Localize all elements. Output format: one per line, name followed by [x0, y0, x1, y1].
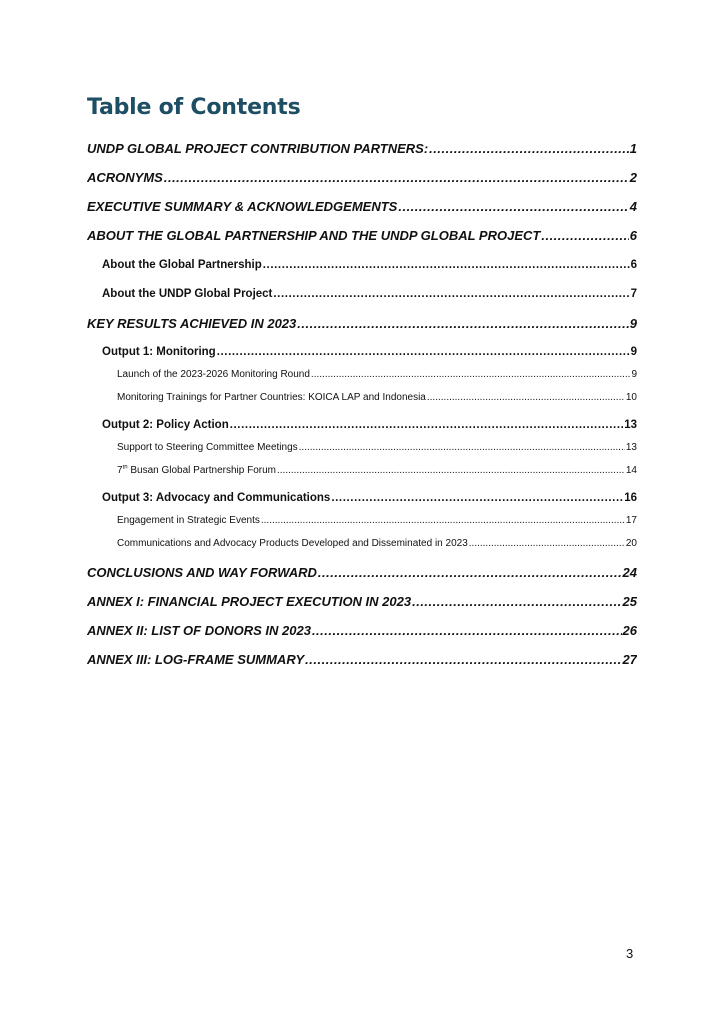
toc-entry-page: 26 [622, 623, 637, 638]
toc-entry[interactable] [102, 288, 637, 300]
toc-leader-dots [311, 369, 631, 380]
toc-entry[interactable] [117, 392, 637, 403]
toc-entry[interactable] [87, 316, 637, 331]
page-title: Table of Contents [87, 95, 301, 120]
toc-entry-page: 1 [629, 141, 637, 156]
toc-entry-label [117, 465, 276, 476]
toc-entry-page: 6 [629, 228, 637, 243]
toc-leader-dots [299, 442, 625, 453]
toc-entry-label: EXECUTIVE SUMMARY & ACKNOWLEDGEMENTS [87, 199, 398, 214]
toc-entry-label: Launch of the 2023-2026 Monitoring Round [117, 369, 310, 380]
toc-entry-page: 20 [625, 538, 637, 549]
toc-entry-page: 16 [624, 492, 637, 504]
toc-entry[interactable] [102, 259, 637, 271]
toc-entry-page: 9 [629, 316, 637, 331]
toc-leader-dots [412, 594, 621, 609]
toc-entry-label: Monitoring Trainings for Partner Countries: KOICA LAP and Indonesia [117, 392, 426, 403]
toc-entry[interactable] [102, 419, 637, 431]
toc-entry[interactable] [87, 652, 637, 667]
toc-entry-page: 6 [630, 259, 637, 271]
toc-leader-dots [318, 565, 622, 580]
toc-leader-dots [261, 515, 625, 526]
toc-entry[interactable] [87, 228, 637, 243]
toc-leader-dots [230, 419, 623, 431]
toc-entry-label-ordinal: th [122, 465, 128, 471]
toc-leader-dots [312, 623, 622, 638]
toc-entry-label: ANNEX III: LOG-FRAME SUMMARY [87, 652, 305, 667]
toc-entry-label: Communications and Advocacy Products Developed and Disseminated in 2023 [117, 538, 468, 549]
toc-entry[interactable] [102, 492, 637, 504]
toc-entry[interactable] [87, 199, 637, 214]
toc-entry-label: KEY RESULTS ACHIEVED IN 2023 [87, 316, 297, 331]
toc-entry-page: 27 [622, 652, 637, 667]
toc-entry-label-number: 7 [117, 465, 123, 476]
toc-entry[interactable] [102, 346, 637, 358]
toc-leader-dots [398, 199, 628, 214]
toc-entry-page: 7 [630, 288, 637, 300]
toc-entry[interactable] [87, 623, 637, 638]
toc-entry-page: 10 [625, 392, 637, 403]
toc-entry-page: 13 [625, 442, 637, 453]
toc-leader-dots [429, 141, 629, 156]
toc-entry-label: Output 2: Policy Action [102, 419, 229, 431]
toc-entry-page: 9 [631, 369, 637, 380]
toc-entry-label-text: Busan Global Partnership Forum [127, 465, 276, 476]
toc-leader-dots [263, 259, 630, 271]
toc-entry-label: About the UNDP Global Project [102, 288, 273, 300]
toc-entry-label: UNDP GLOBAL PROJECT CONTRIBUTION PARTNERS: [87, 141, 429, 156]
toc-leader-dots [277, 465, 625, 476]
toc-leader-dots [273, 288, 629, 300]
toc-entry[interactable] [87, 565, 637, 580]
toc-entry[interactable] [117, 369, 637, 380]
toc-entry-page: 2 [629, 170, 637, 185]
toc-entry-page: 25 [622, 594, 637, 609]
toc-entry-label: ANNEX II: LIST OF DONORS IN 2023 [87, 623, 311, 638]
toc-leader-dots [164, 170, 629, 185]
toc-entry[interactable] [87, 141, 637, 156]
toc-entry-page: 14 [625, 465, 637, 476]
toc-leader-dots [541, 228, 628, 243]
toc-entry-label: Output 1: Monitoring [102, 346, 216, 358]
toc-entry-page: 17 [625, 515, 637, 526]
toc-entry[interactable] [117, 538, 637, 549]
toc-entry-label: Output 3: Advocacy and Communications [102, 492, 331, 504]
toc-entry-label: Engagement in Strategic Events [117, 515, 260, 526]
toc-entry-page: 24 [622, 565, 637, 580]
toc-entry-page: 13 [624, 419, 637, 431]
toc-entry-label: CONCLUSIONS AND WAY FORWARD [87, 565, 317, 580]
toc-entry-label: ACRONYMS [87, 170, 163, 185]
toc-entry-label: Support to Steering Committee Meetings [117, 442, 298, 453]
toc-entry-label: ABOUT THE GLOBAL PARTNERSHIP AND THE UNDP GLOBAL PROJECT [87, 228, 541, 243]
toc-entry-label: ANNEX I: FINANCIAL PROJECT EXECUTION IN 2023 [87, 594, 412, 609]
toc-entry[interactable] [117, 442, 637, 453]
toc-leader-dots [305, 652, 621, 667]
toc-entry[interactable] [87, 594, 637, 609]
toc-leader-dots [469, 538, 625, 549]
toc-entry[interactable] [87, 170, 637, 185]
toc-entry-page: 9 [630, 346, 637, 358]
toc-entry[interactable] [117, 465, 637, 476]
toc-leader-dots [297, 316, 629, 331]
toc-entry-label: About the Global Partnership [102, 259, 262, 271]
toc-entry-page: 4 [629, 199, 637, 214]
toc-leader-dots [217, 346, 630, 358]
page-number: 3 [626, 946, 634, 961]
toc-leader-dots [331, 492, 623, 504]
toc-leader-dots [427, 392, 625, 403]
toc-entry[interactable] [117, 515, 637, 526]
